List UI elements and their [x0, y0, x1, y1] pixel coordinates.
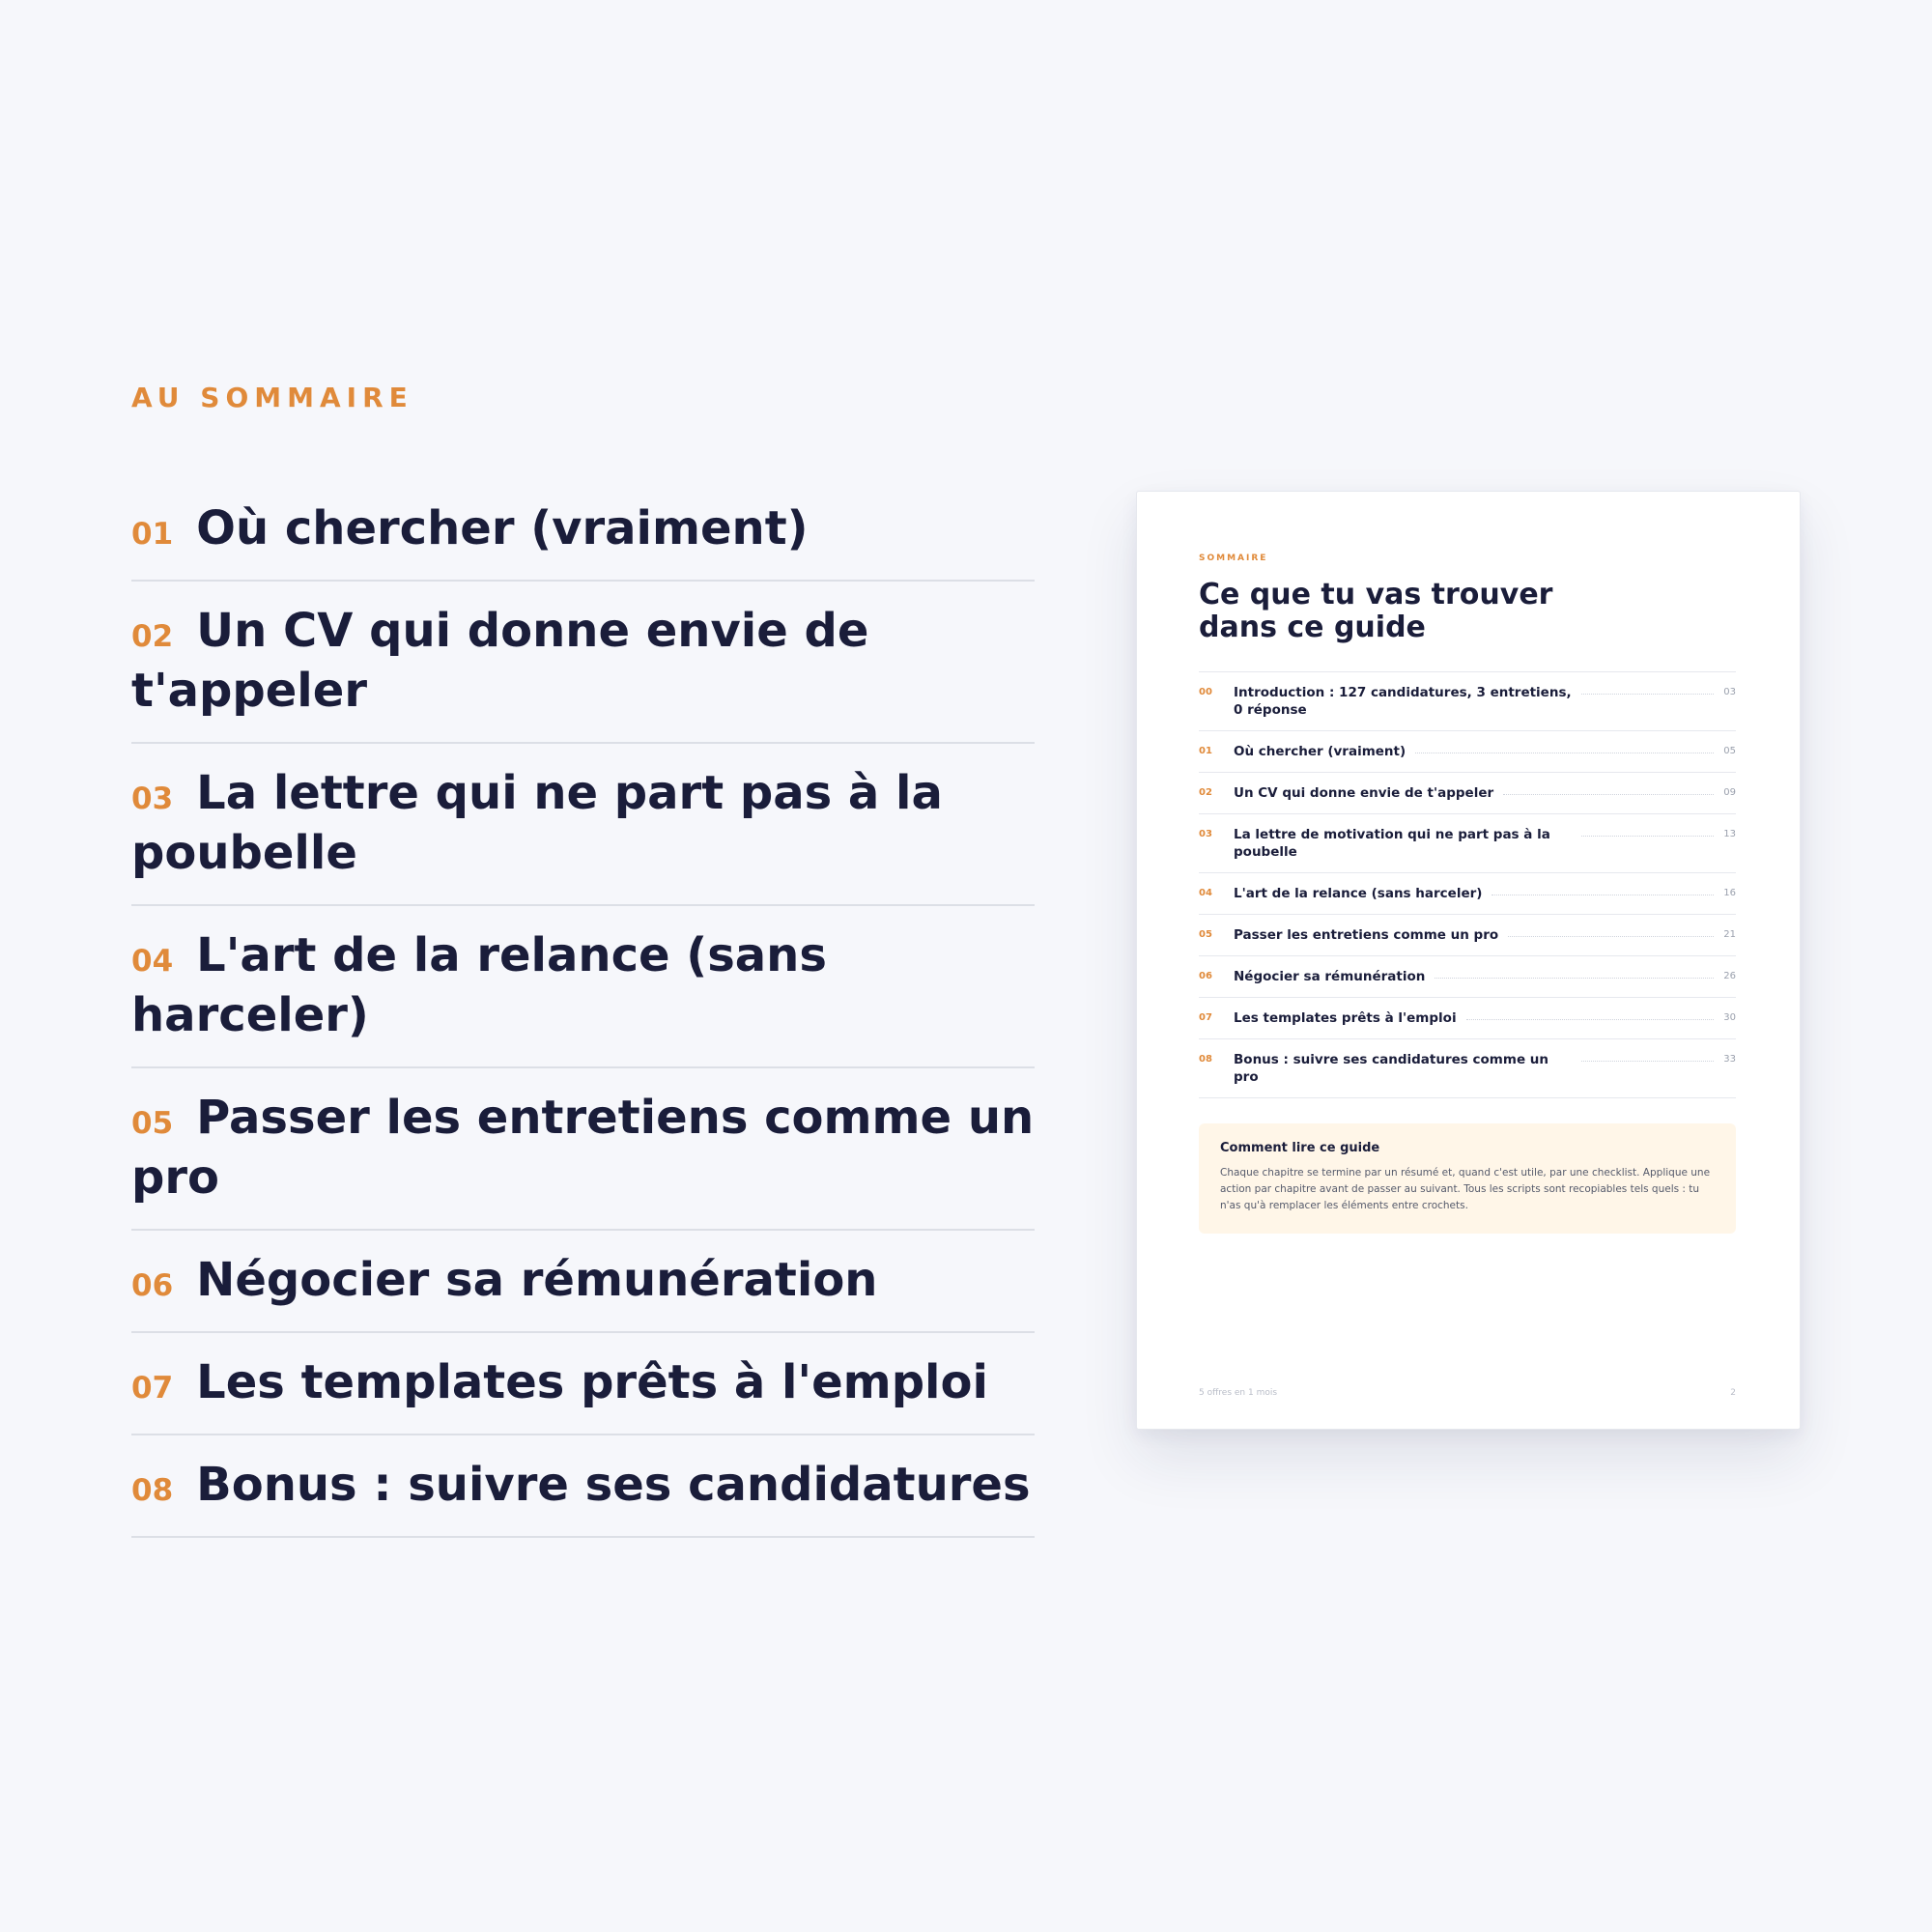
- toc-item-title: Les templates prêts à l'emploi: [196, 1355, 988, 1409]
- doc-toc-row: [1199, 731, 1736, 773]
- toc-item: [131, 479, 1035, 582]
- toc-list: [131, 479, 1035, 1538]
- toc-eyebrow: AU SOMMAIRE: [131, 382, 413, 413]
- doc-toc-number: 07: [1199, 1012, 1212, 1023]
- doc-toc-row: [1199, 814, 1736, 873]
- doc-toc-leader: [1503, 794, 1714, 795]
- doc-toc-row: [1199, 956, 1736, 998]
- toc-item-number: 01: [131, 517, 174, 552]
- toc-item: [131, 582, 1035, 744]
- doc-toc-title: Un CV qui donne envie de t'appeler: [1234, 785, 1494, 801]
- doc-toc-page: 33: [1723, 1054, 1736, 1065]
- toc-section: [131, 382, 1035, 1538]
- doc-toc-title: Bonus : suivre ses candidatures comme un pro: [1234, 1052, 1549, 1085]
- toc-item-number: 07: [131, 1371, 174, 1406]
- doc-toc-list: [1199, 671, 1736, 1098]
- doc-toc-number: 02: [1199, 787, 1212, 798]
- toc-item: [131, 1068, 1035, 1231]
- doc-toc-page: 26: [1723, 971, 1736, 981]
- toc-item-number: 04: [131, 944, 174, 979]
- doc-toc-page: 16: [1723, 888, 1736, 898]
- toc-item-number: 03: [131, 781, 174, 816]
- doc-toc-leader: [1581, 1061, 1714, 1062]
- doc-note-box: [1199, 1123, 1736, 1234]
- doc-toc-number: 06: [1199, 971, 1212, 981]
- doc-note-title: Comment lire ce guide: [1220, 1141, 1380, 1155]
- doc-toc-title: Les templates prêts à l'emploi: [1234, 1010, 1457, 1026]
- doc-toc-page: 05: [1723, 746, 1736, 756]
- toc-item: [131, 1435, 1035, 1538]
- toc-item: [131, 906, 1035, 1068]
- toc-item-number: 02: [131, 619, 174, 654]
- toc-item-number: 06: [131, 1268, 174, 1303]
- toc-item-title: Un CV qui donne envie de t'appeler: [131, 604, 869, 718]
- doc-toc-title: Négocier sa rémunération: [1234, 969, 1426, 984]
- toc-item-title: La lettre qui ne part pas à la poubelle: [131, 766, 943, 880]
- doc-toc-page: 03: [1723, 687, 1736, 697]
- toc-item-title: Bonus : suivre ses candidatures: [196, 1458, 1031, 1512]
- toc-item-number: 08: [131, 1473, 174, 1508]
- doc-toc-row: [1199, 672, 1736, 731]
- doc-toc-number: 05: [1199, 929, 1212, 940]
- doc-toc-title: Passer les entretiens comme un pro: [1234, 927, 1499, 943]
- doc-toc-row: [1199, 915, 1736, 956]
- doc-title: Ce que tu vas trouver dans ce guide: [1199, 578, 1553, 644]
- doc-toc-page: 30: [1723, 1012, 1736, 1023]
- toc-item: [131, 744, 1035, 906]
- doc-toc-page: 21: [1723, 929, 1736, 940]
- doc-eyebrow: SOMMAIRE: [1199, 554, 1268, 563]
- toc-item-title: Passer les entretiens comme un pro: [131, 1091, 1035, 1205]
- doc-note-body: Chaque chapitre se termine par un résumé et, quand c'est utile, par une checklist. Applique une action par chapitre avant de passer au suivant. Tous les scripts sont recopiables tels quels : tu n'as qu'à remplacer les éléments entre crochets.: [1220, 1167, 1711, 1211]
- doc-toc-title: La lettre de motivation qui ne part pas à la poubelle: [1234, 827, 1550, 860]
- doc-toc-row: [1199, 1039, 1736, 1098]
- toc-item: [131, 1333, 1035, 1435]
- doc-toc-title: Introduction : 127 candidatures, 3 entretiens, 0 réponse: [1234, 685, 1572, 718]
- toc-item-number: 05: [131, 1106, 174, 1141]
- doc-toc-row: [1199, 873, 1736, 915]
- doc-toc-number: 03: [1199, 829, 1212, 839]
- doc-toc-leader: [1466, 1019, 1715, 1020]
- doc-toc-number: 01: [1199, 746, 1212, 756]
- document-preview: [1136, 491, 1801, 1430]
- doc-toc-number: 00: [1199, 687, 1212, 697]
- doc-toc-title: Où chercher (vraiment): [1234, 744, 1406, 759]
- toc-item-title: Où chercher (vraiment): [196, 501, 809, 555]
- doc-footer-left: 5 offres en 1 mois: [1199, 1388, 1278, 1398]
- doc-toc-title: L'art de la relance (sans harceler): [1234, 886, 1483, 901]
- toc-item-title: Négocier sa rémunération: [196, 1253, 878, 1307]
- doc-toc-leader: [1508, 936, 1714, 937]
- doc-toc-page: 13: [1723, 829, 1736, 839]
- doc-toc-number: 04: [1199, 888, 1212, 898]
- doc-toc-leader: [1581, 694, 1714, 695]
- doc-toc-leader: [1435, 978, 1714, 979]
- doc-toc-leader: [1581, 836, 1714, 837]
- toc-item: [131, 1231, 1035, 1333]
- doc-toc-number: 08: [1199, 1054, 1212, 1065]
- document-content: [1199, 554, 1736, 1234]
- toc-item-title: L'art de la relance (sans harceler): [131, 928, 827, 1042]
- doc-page-number: 2: [1730, 1388, 1736, 1398]
- doc-toc-page: 09: [1723, 787, 1736, 798]
- doc-toc-row: [1199, 773, 1736, 814]
- doc-toc-row: [1199, 998, 1736, 1039]
